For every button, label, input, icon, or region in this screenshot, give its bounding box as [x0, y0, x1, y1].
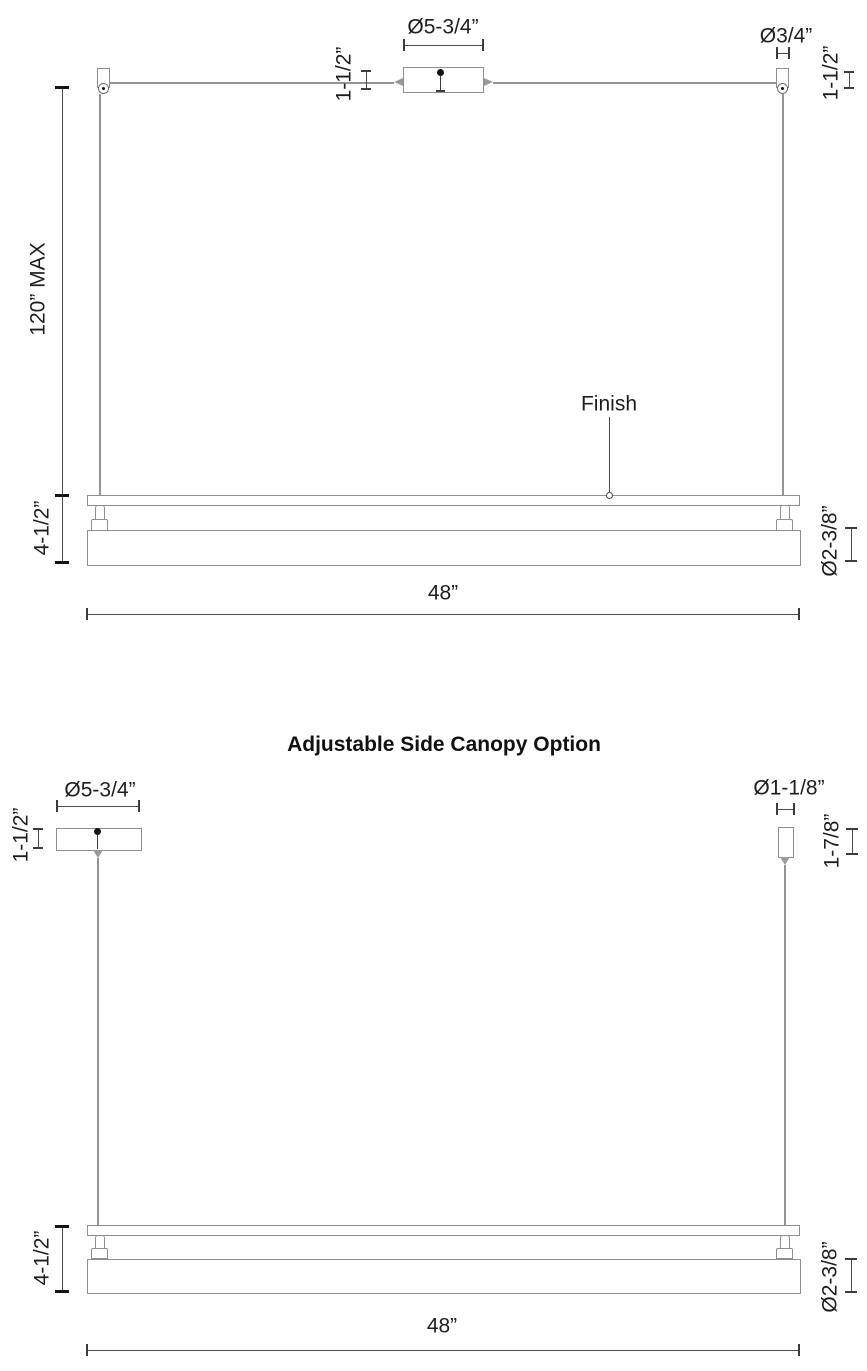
dim-tick — [86, 1344, 88, 1356]
dim-tick — [798, 1344, 800, 1356]
dim-tick — [846, 853, 858, 855]
fixture-top-rail — [87, 495, 800, 506]
fixture-body-bar — [87, 530, 801, 566]
dim-side-gripper-diameter: Ø1-1/8” — [753, 776, 825, 800]
dimline-left-canopy-height — [38, 829, 39, 849]
dim-tick — [845, 560, 857, 562]
cable-vertical-right-2 — [784, 865, 786, 1225]
dim-tick — [482, 39, 484, 51]
drawing2-title: Adjustable Side Canopy Option — [287, 733, 601, 756]
dim-left-canopy-height: 1-1/2” — [9, 807, 33, 863]
dim-fixture-length-2: 48” — [426, 1314, 458, 1338]
dim-tick — [776, 803, 778, 815]
fixture-top-rail-2 — [87, 1225, 800, 1236]
dim-fixture-height-2: 4-1/2” — [30, 1230, 54, 1286]
dim-tick — [845, 1291, 857, 1293]
dim-gripper-height: 1-1/2” — [819, 45, 843, 101]
side-gripper-cone — [780, 857, 790, 865]
dim-tick — [86, 608, 88, 620]
dim-tick — [361, 88, 371, 90]
dim-tick — [33, 847, 43, 849]
dim-gripper-diameter: Ø3/4” — [759, 24, 813, 48]
dim-tick — [798, 608, 800, 620]
dimline-canopy-height — [366, 71, 367, 89]
dim-tick — [403, 39, 405, 51]
dim-tick — [845, 1258, 857, 1260]
dimline-side-gripper-height — [852, 829, 853, 855]
right-standoff-nut-2 — [776, 1248, 793, 1259]
right-gripper-pivot-dot — [781, 87, 784, 90]
dim-tick — [846, 828, 858, 830]
finish-leader-line — [609, 417, 610, 492]
dim-tick — [793, 803, 795, 815]
dim-tick — [844, 71, 854, 73]
dim-tick — [844, 87, 854, 89]
dim-tick — [361, 70, 371, 72]
cable-vertical-left-2 — [97, 858, 99, 1225]
dimline-fixture-length-2 — [87, 1350, 800, 1351]
finish-callout-label: Finish — [580, 392, 638, 416]
dimline-body-diameter — [851, 528, 852, 562]
dimline-fixture-length — [87, 614, 800, 615]
dim-left-canopy-diameter: Ø5-3/4” — [64, 778, 136, 802]
finish-leader-circle — [606, 492, 613, 499]
left-canopy-screw-dot — [94, 828, 101, 835]
dim-tick — [788, 47, 790, 59]
side-gripper-canopy — [778, 827, 794, 858]
left-gripper-pivot-dot — [102, 87, 105, 90]
left-standoff-nut-2 — [91, 1248, 108, 1259]
dim-tick — [138, 800, 140, 812]
canopy-left-cone — [394, 78, 403, 86]
cable-horizontal-right — [493, 82, 776, 84]
dim-tick-bold — [55, 561, 69, 564]
dim-body-diameter-2: Ø2-3/8” — [818, 1241, 842, 1313]
dim-fixture-length: 48” — [427, 581, 459, 605]
dim-tick — [33, 828, 43, 830]
dimline-suspension-max — [62, 88, 63, 496]
dimline-canopy-diameter — [404, 45, 483, 46]
dim-canopy-height: 1-1/2” — [332, 46, 356, 102]
dim-tick — [776, 47, 778, 59]
dimline-fixture-height-2 — [62, 1227, 63, 1293]
canopy-screw-tick — [436, 90, 445, 92]
dim-body-diameter: Ø2-3/8” — [818, 505, 842, 577]
dim-tick-bold — [55, 86, 69, 89]
dimline-side-gripper-diameter — [777, 809, 794, 810]
dim-tick-bold — [55, 1225, 69, 1228]
canopy-screw-line — [440, 76, 441, 91]
canopy-right-cone — [484, 78, 493, 86]
dim-suspension-max: 120” MAX — [26, 242, 50, 336]
canopy-screw-dot — [437, 69, 444, 76]
fixture-body-bar-2 — [87, 1259, 801, 1294]
dim-side-gripper-height: 1-7/8” — [820, 813, 844, 869]
dim-tick — [56, 800, 58, 812]
dim-canopy-diameter: Ø5-3/4” — [407, 15, 479, 39]
cable-vertical-right — [782, 94, 784, 495]
dim-fixture-height: 4-1/2” — [30, 500, 54, 556]
left-canopy-cone — [93, 850, 103, 858]
dimline-body-diameter-2 — [851, 1259, 852, 1293]
dimline-fixture-height — [62, 497, 63, 563]
cable-vertical-left — [99, 94, 101, 495]
dim-tick-bold — [55, 1290, 69, 1293]
left-canopy-screw-line — [97, 835, 98, 849]
dimline-left-canopy-diameter — [57, 806, 140, 807]
dim-tick — [845, 527, 857, 529]
